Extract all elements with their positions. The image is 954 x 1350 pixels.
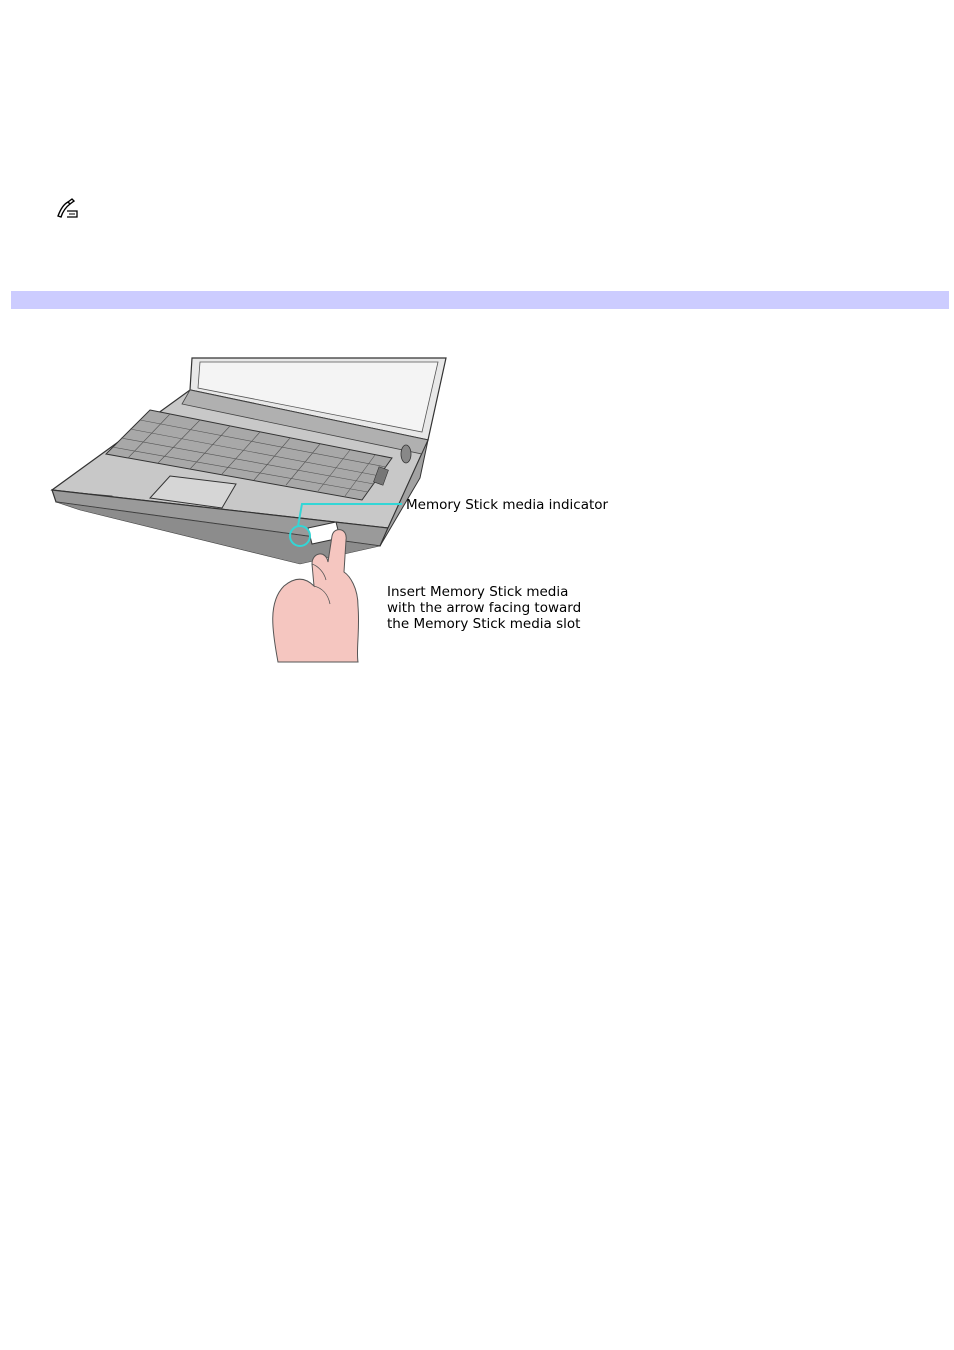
callout-line: Insert Memory Stick media [387, 584, 569, 600]
callout-insert-instructions [387, 584, 581, 632]
callout-line: the Memory Stick media slot [387, 616, 581, 632]
callout-line: with the arrow facing toward [387, 600, 582, 616]
section-header-bar [11, 291, 949, 309]
pen-note-icon [55, 198, 81, 220]
callout-memory-stick-indicator: Memory Stick media indicator [406, 497, 609, 513]
